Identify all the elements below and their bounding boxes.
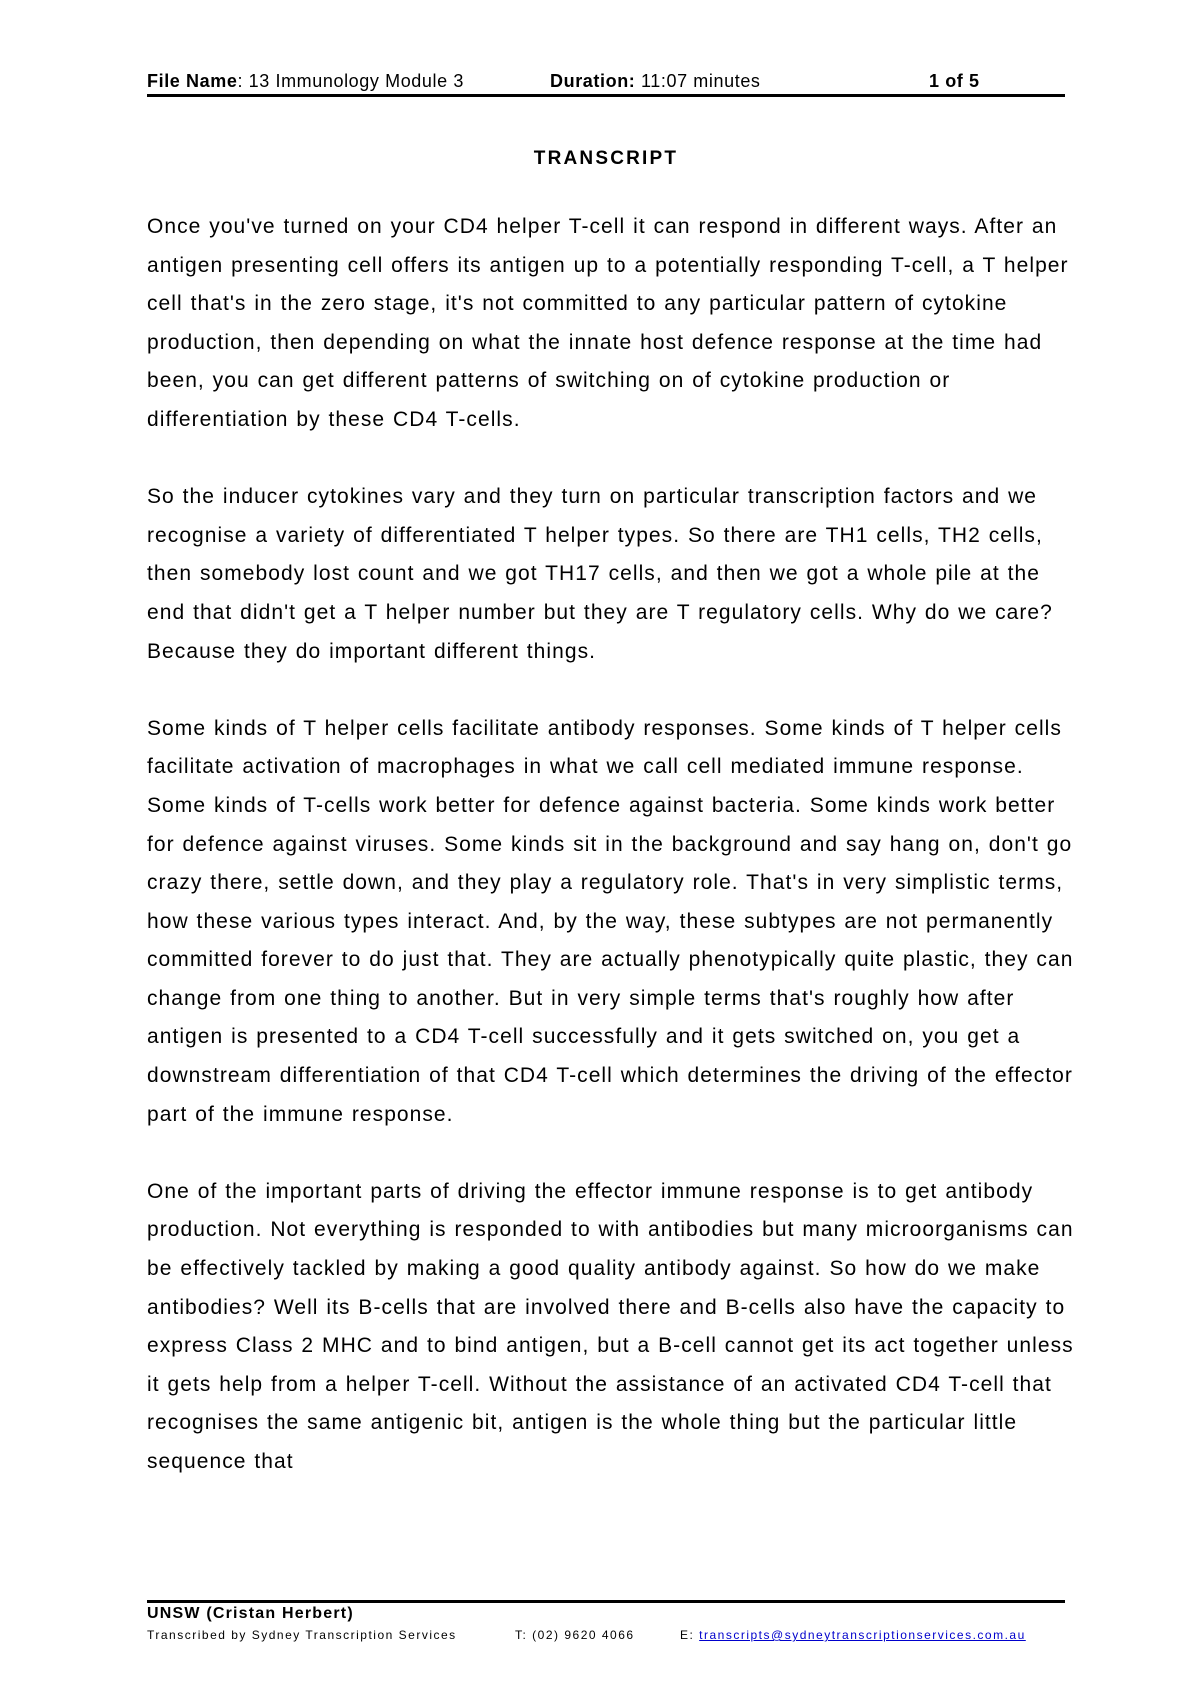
file-name-label: File Name: [147, 71, 238, 91]
footer-divider: [147, 1600, 1065, 1603]
footer-email-label: E:: [680, 1628, 700, 1642]
transcript-body: [147, 208, 1077, 1482]
footer-organisation: UNSW (Cristan Herbert): [147, 1605, 354, 1622]
duration-field: [550, 71, 761, 92]
document-title: TRANSCRIPT: [533, 148, 679, 169]
page-indicator: 1 of 5: [929, 71, 980, 91]
footer-phone: T: (02) 9620 4066: [515, 1628, 635, 1642]
footer-service: Transcribed by Sydney Transcription Services: [147, 1628, 457, 1642]
transcript-paragraph: Some kinds of T helper cells facilitate antibody responses. Some kinds of T helper cells facilitate activation of macrophages in what we call cell mediated immune response. Some kinds of T-cells work better for defence against bacteria. Some kinds work better for defence against viruses. Some kinds sit in the background and say hang on, don't go crazy there, settle down, and they play a regulatory role. That's in very simplistic terms, how these various types interact. And, by the way, these subtypes are not permanently committed forever to do just that. They are actually phenotypically quite plastic, they can change from one thing to another. But in very simple terms that's roughly how after antigen is presented to a CD4 T-cell successfully and it gets switched on, you get a downstream differentiation of that CD4 T-cell which determines the driving of the effector part of the immune response.: [147, 716, 1074, 1126]
header-divider: [147, 94, 1065, 97]
transcript-paragraph: One of the important parts of driving the effector immune response is to get antibody production. Not everything is responded to with antibodies but many microorganisms can be effectively tackled by making a good quality antibody against. So how do we make antibodies? Well its B-cells that are involved there and B-cells also have the capacity to express Class 2 MHC and to bind antigen, but a B-cell cannot get its act together unless it gets help from a helper T-cell. Without the assistance of an activated CD4 T-cell that recognises the same antigenic bit, antigen is the whole thing but the particular little sequence that: [147, 1179, 1074, 1473]
transcript-paragraph: Once you've turned on your CD4 helper T-cell it can respond in different ways. After an antigen presenting cell offers its antigen up to a potentially responding T-cell, a T helper cell that's in the zero stage, it's not committed to any particular pattern of cytokine production, then depending on what the innate host defence response at the time had been, you can get different patterns of switching on of cytokine production or differentiation by these CD4 T-cells.: [147, 215, 1069, 431]
transcript-paragraph: So the inducer cytokines vary and they turn on particular transcription factors and we recognise a variety of differentiated T helper types. So there are TH1 cells, TH2 cells, then somebody lost count and we got TH17 cells, and then we got a whole pile at the end that didn't get a T helper number but they are T regulatory cells. Why do we care? Because they do important different things.: [147, 485, 1053, 663]
footer-email-link[interactable]: transcripts@sydneytranscriptionservices.com.au: [699, 1628, 1026, 1642]
file-name-value: : 13 Immunology Module 3: [237, 71, 464, 91]
duration-label: Duration:: [550, 71, 636, 91]
duration-value: 11:07 minutes: [635, 71, 761, 91]
file-name-field: [147, 71, 464, 92]
footer-email-field: [680, 1628, 1026, 1642]
